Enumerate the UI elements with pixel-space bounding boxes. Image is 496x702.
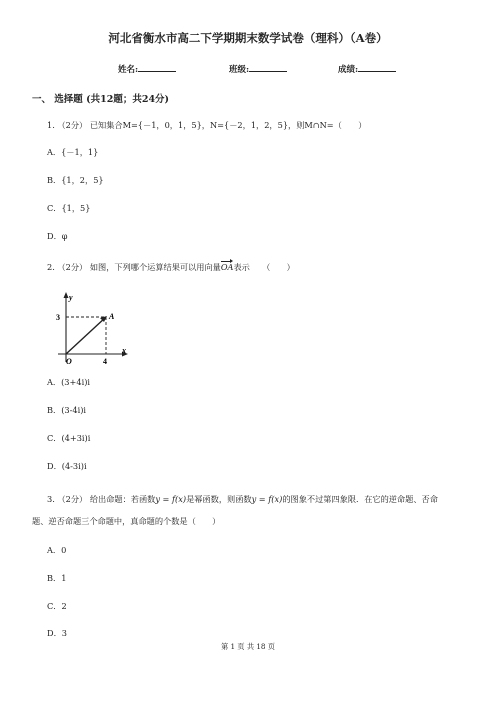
q3-option-c: C．2 — [47, 601, 67, 611]
score-label: 成绩: — [338, 65, 359, 75]
name-field — [118, 62, 176, 75]
origin-label: O — [66, 357, 72, 366]
question-text: 给出命题：若函数 — [89, 494, 156, 504]
q1-option-a: A．{－1，1} — [47, 147, 99, 157]
question-text-end: 表示 （ ） — [233, 262, 295, 272]
question-text: 是幂函数，则函数 — [186, 494, 252, 504]
q1-option-d: D．φ — [47, 231, 68, 241]
math-expression: y = f(x) — [155, 494, 187, 504]
vector-oa: OA — [220, 262, 234, 272]
question-number: 3. — [47, 494, 55, 504]
question-text: 的图象不过第四象限．在它的逆命题、否命 — [282, 494, 438, 504]
q1-option-b: B．{1，2，5} — [47, 175, 104, 185]
q2-option-c: C．(4+3i)i — [47, 433, 91, 443]
name-label: 姓名: — [118, 65, 139, 75]
page-footer: 第 1 页 共 18 页 — [221, 642, 275, 651]
section-heading: 一、 选择题 (共12题；共24分) — [32, 94, 170, 105]
score-field — [338, 62, 396, 75]
score-blank — [358, 62, 396, 72]
name-blank — [138, 62, 176, 72]
q3-option-a: A．0 — [47, 545, 67, 555]
point-a-label: A — [109, 312, 115, 321]
class-label: 班级: — [229, 65, 250, 75]
class-blank — [249, 62, 287, 72]
question-score: （2分） — [57, 120, 88, 130]
y-axis-arrow-icon — [64, 292, 69, 298]
question-number: 1. — [47, 120, 55, 130]
question-3-line-2: 题、逆否命题三个命题中，真命题的个数是（ ） — [32, 516, 221, 526]
q3-option-d: D．3 — [47, 628, 67, 638]
question-number: 2. — [47, 262, 55, 272]
coordinate-figure — [50, 288, 145, 366]
x-tick-label: 4 — [103, 357, 107, 366]
class-field — [229, 62, 287, 75]
question-1 — [47, 120, 366, 131]
q2-option-d: D．(4-3i)i — [47, 461, 87, 471]
question-2 — [47, 262, 295, 273]
q1-option-c: C．{1，5} — [47, 203, 91, 213]
page-title: 河北省衡水市高二下学期期末数学试卷（理科）（A卷） — [108, 31, 388, 45]
question-text: 如图，下列哪个运算结果可以用向量 — [89, 262, 221, 272]
q2-option-a: A．(3+4i)i — [47, 377, 91, 387]
question-score: （2分） — [57, 494, 88, 504]
question-3 — [47, 494, 438, 505]
y-axis-label: y — [69, 293, 73, 302]
vector-oa-line — [66, 317, 106, 354]
q2-option-b: B．(3-4i)i — [47, 405, 87, 415]
q3-option-b: B．1 — [47, 573, 67, 583]
x-axis-label: x — [122, 346, 126, 355]
y-tick-label: 3 — [56, 313, 60, 322]
question-score: （2分） — [57, 262, 88, 272]
math-expression: y = f(x) — [251, 494, 283, 504]
question-text: 已知集合M={－1，0，1，5}，N={－2，1，2，5}，则M∩N=（ ） — [89, 120, 367, 130]
